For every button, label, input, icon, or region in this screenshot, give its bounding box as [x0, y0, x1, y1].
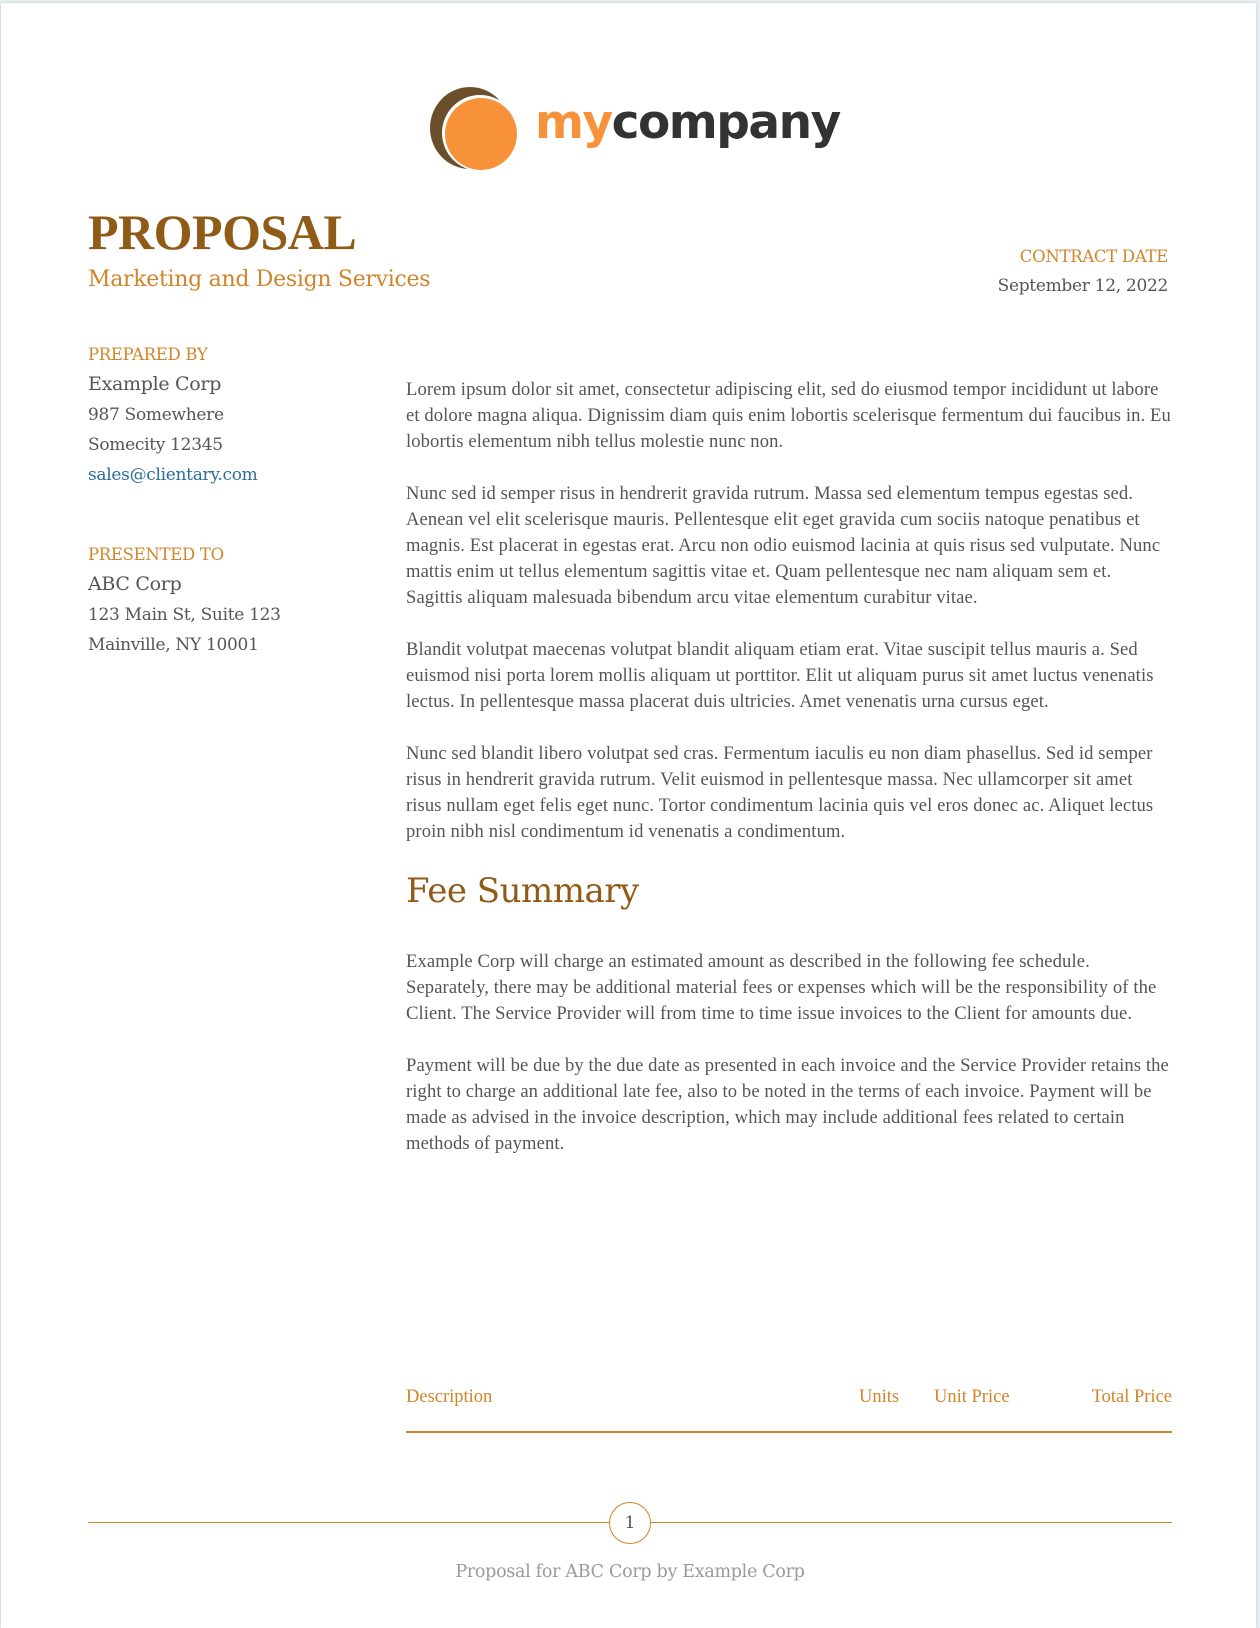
prepared-by-email-link[interactable]: sales@clientary.com — [88, 465, 258, 485]
fee-paragraph: Example Corp will charge an estimated amount as described in the following fee schedule. Separately, there may be additional material fees or expenses which will be the responsibility of the Client. The Service Provider will from time to time issue invoices to the Client for amounts due. — [406, 951, 1157, 1024]
fee-paragraph: Payment will be due by the due date as presented in each invoice and the Service Provider retains the right to charge an additional late fee, also to be noted in the terms of each invoice. Payment will be made as advised in the invoice description, which may include additional fees related to certain methods of payment. — [406, 1055, 1169, 1154]
presented-to-label: PRESENTED TO — [88, 545, 224, 564]
footer-caption: Proposal for ABC Corp by Example Corp — [455, 1562, 805, 1582]
fee-summary-heading: Fee Summary — [406, 871, 639, 911]
prepared-by-block — [88, 345, 378, 485]
company-logo — [429, 85, 839, 175]
column-unit-price: Unit Price — [934, 1387, 1010, 1407]
proposal-body — [406, 377, 1172, 1183]
contract-date-label: CONTRACT DATE — [1019, 247, 1168, 266]
body-paragraph: Nunc sed blandit libero volutpat sed cras. Fermentum iaculis eu non diam phasellus. Sed id semper risus in hendrerit gravida rutrum. Velit euismod in pellentesque massa. Nec ullamcorper sit amet risus nullam eget felis eget nunc. Tortor condimentum lacinia quis vel eros donec ac. Aliquet lectus proin nibh nisl condimentum id venenatis a condimentum. — [406, 743, 1154, 842]
body-paragraph: Blandit volutpat maecenas volutpat blandit aliquam etiam erat. Vitae suscipit tellus mauris a. Sed euismod nisi porta lorem mollis aliquam ut porttitor. Elit ut aliquam purus sit amet luctus venenatis lectus. In pellentesque massa placerat duis ultricies. Amet venenatis urna cursus eget. — [406, 639, 1154, 712]
page-subtitle: Marketing and Design Services — [88, 267, 431, 292]
prepared-by-address-2: Somecity 12345 — [88, 435, 223, 455]
page-number-badge: 1 — [609, 1502, 651, 1544]
fee-table-header — [406, 1387, 1172, 1433]
presented-to-name: ABC Corp — [88, 573, 182, 595]
prepared-by-label: PREPARED BY — [88, 345, 208, 364]
presented-to-block — [88, 545, 378, 655]
column-description: Description — [406, 1387, 493, 1407]
prepared-by-address-1: 987 Somewhere — [88, 405, 224, 425]
page-title: PROPOSAL — [88, 204, 357, 260]
document-page — [1, 3, 1256, 1628]
body-paragraph: Nunc sed id semper risus in hendrerit gravida rutrum. Massa sed elementum tempus egestas sed. Aenean vel elit scelerisque mauris. Pellentesque elit eget gravida cum sociis natoque penatibus et magnis. Est placerat in egestas erat. Arcu non odio euismod lacinia at quis risus sed vulputate. Nunc mattis enim ut tellus elementum sagittis vitae et. Quam pellentesque nec nam aliquam sem et. Sagittis aliquam malesuada bibendum arcu vitae elementum curabitur vitae. — [406, 483, 1161, 608]
prepared-by-name: Example Corp — [88, 373, 222, 395]
logo-wordmark: mycompany — [535, 95, 840, 150]
contract-date-block — [998, 247, 1168, 296]
contract-date-value: September 12, 2022 — [997, 276, 1168, 296]
column-units: Units — [859, 1387, 900, 1407]
body-paragraph: Lorem ipsum dolor sit amet, consectetur adipiscing elit, sed do eiusmod tempor incididunt ut labore et dolore magna aliqua. Dignissim diam quis enim lobortis scelerisque fermentum dui faucibus in. Eu lobortis elementum nibh tellus molestie nunc non. — [406, 379, 1171, 452]
circle-logo-icon — [429, 85, 521, 175]
presented-to-address-1: 123 Main St, Suite 123 — [88, 605, 281, 625]
presented-to-address-2: Mainville, NY 10001 — [88, 635, 259, 655]
column-total-price: Total Price — [1091, 1387, 1172, 1407]
